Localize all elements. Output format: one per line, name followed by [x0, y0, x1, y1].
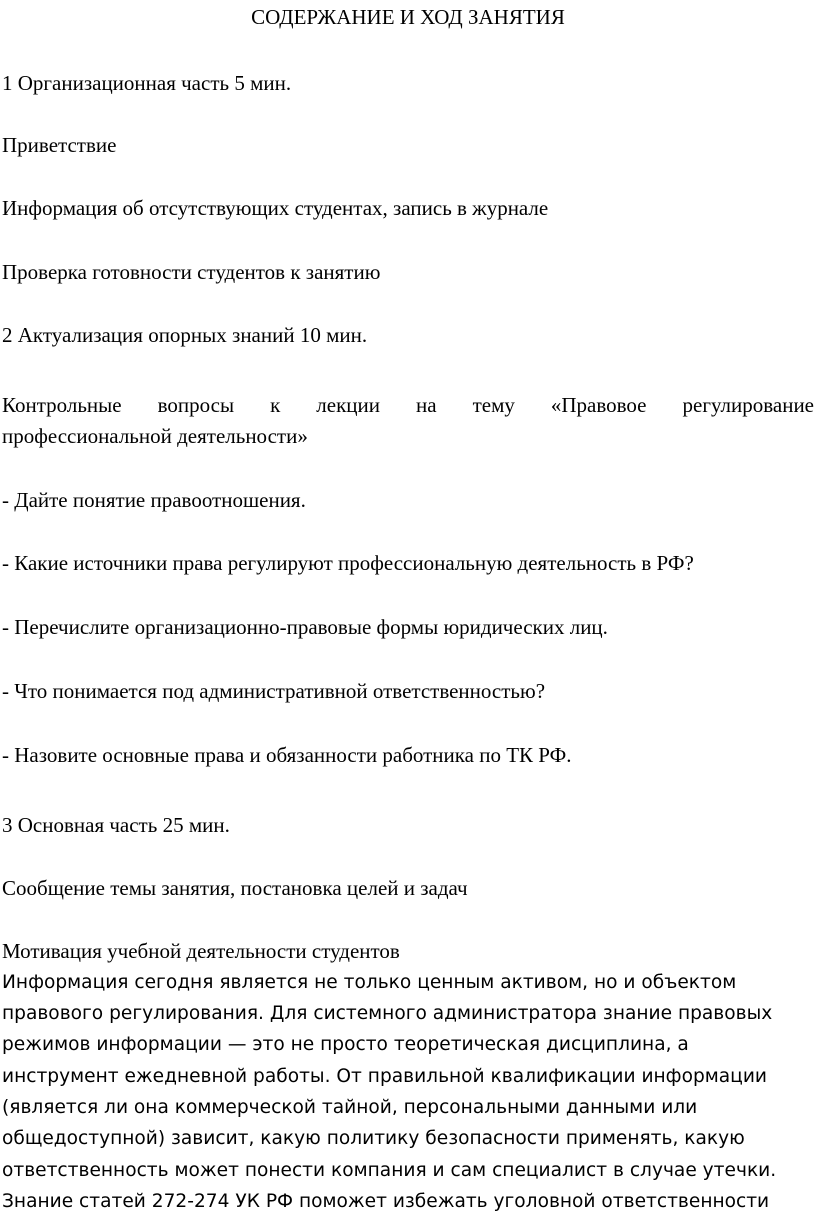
item-readiness: Проверка готовности студентов к занятию [2, 260, 381, 284]
item-topic: Сообщение темы занятия, постановка целей и задач [2, 876, 468, 900]
question-item: - Дайте понятие правоотношения. [2, 488, 306, 512]
paragraph-line: режимов информации — это не просто теоретическая дисциплина, а [2, 1034, 689, 1055]
paragraph-line: правового регулирования. Для системного администратора знание правовых [2, 1003, 773, 1024]
paragraph-line: ответственность может понести компания и сам специалист в случае утечки. [2, 1160, 777, 1181]
paragraph-line: Знание статей 272-274 УК РФ поможет избежать уголовной ответственности [2, 1191, 770, 1212]
section-heading-main: 3 Основная часть 25 мин. [2, 813, 230, 837]
control-questions-intro [2, 390, 814, 420]
question-item: - Перечислите организационно-правовые формы юридических лиц. [2, 615, 608, 639]
item-motivation: Мотивация учебной деятельности студентов [2, 939, 400, 963]
paragraph-line: Информация сегодня является не только ценным активом, но и объектом [2, 972, 737, 993]
control-questions-intro-cont: профессиональной деятельности» [2, 424, 308, 448]
item-greeting: Приветствие [2, 133, 117, 157]
control-questions-line-1: Контрольные вопросы к лекции на тему «Правовое регулирование [2, 393, 814, 417]
page-title: СОДЕРЖАНИЕ И ХОД ЗАНЯТИЯ [251, 5, 565, 29]
section-heading-actualization: 2 Актуализация опорных знаний 10 мин. [2, 323, 368, 347]
item-absent-info: Информация об отсутствующих студентах, запись в журнале [2, 196, 549, 220]
question-item: - Назовите основные права и обязанности работника по ТК РФ. [2, 743, 572, 767]
question-item: - Что понимается под административной ответственностью? [2, 679, 546, 703]
section-heading-org: 1 Организационная часть 5 мин. [2, 71, 292, 95]
paragraph-line: инструмент ежедневной работы. От правильной квалификации информации [2, 1066, 768, 1087]
paragraph-line: общедоступной) зависит, какую политику безопасности применять, какую [2, 1128, 745, 1149]
question-item: - Какие источники права регулируют профессиональную деятельность в РФ? [2, 551, 694, 575]
paragraph-line: (является ли она коммерческой тайной, персональными данными или [2, 1097, 698, 1118]
